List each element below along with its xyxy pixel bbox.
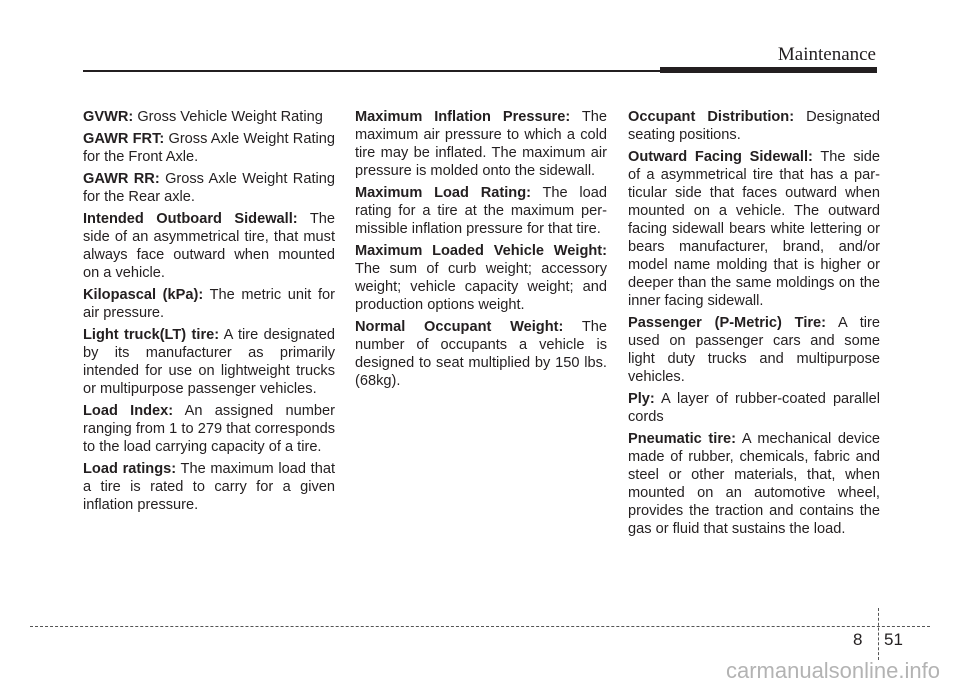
glossary-definition: The metric unit for air pressure.	[83, 287, 335, 321]
glossary-entry	[628, 148, 880, 310]
column-1	[83, 108, 335, 518]
glossary-entry	[628, 430, 880, 538]
glossary-entry	[628, 108, 880, 144]
footer-rule	[30, 626, 930, 627]
glossary-term: Ply:	[628, 391, 655, 407]
glossary-entry	[83, 326, 335, 398]
glossary-entry	[355, 318, 607, 390]
glossary-term: Intended Outboard Sidewall:	[83, 211, 298, 227]
glossary-term: Passenger (P-Metric) Tire:	[628, 315, 827, 331]
glossary-definition: A tire designated by its manufacturer as primarily intended for use on lightweight trucks or multipurpose passenger vehicles.	[83, 327, 335, 397]
chapter-number: 8	[853, 630, 863, 649]
glossary-definition: Gross Axle Weight Rating for the Front Axle.	[83, 131, 335, 165]
glossary-entry	[628, 390, 880, 426]
glossary-term: Maximum Loaded Vehicle Weight:	[355, 243, 607, 259]
glossary-definition: The side of an asymmetrical tire, that must always face outward when mounted on a vehicle.	[83, 211, 335, 281]
glossary-definition: An assigned number ranging from 1 to 279 that corresponds to the load carrying capacity of a tire.	[83, 403, 335, 455]
glossary-entry	[628, 314, 880, 386]
glossary-entry	[83, 130, 335, 166]
column-3	[628, 108, 880, 542]
glossary-entry	[83, 210, 335, 282]
glossary-definition: The side of a asymmetrical tire that has a particular side that faces outward when mounted on a vehicle. The outward facing sidewall bears white lettering or bears manufacturer, brand, and/or model name molding that is higher or deeper than the same moldings on the inner facing sidewall.	[628, 149, 880, 309]
glossary-term: Light truck(LT) tire:	[83, 327, 220, 343]
glossary-term: Load Index:	[83, 403, 174, 419]
glossary-term: Outward Facing Sidewall:	[628, 149, 813, 165]
glossary-definition: The number of occupants a vehicle is designed to seat multiplied by 150 lbs. (68kg).	[355, 319, 607, 389]
glossary-entry	[355, 242, 607, 314]
page-number: 51	[884, 630, 903, 649]
glossary-entry	[83, 108, 335, 126]
glossary-entry	[83, 286, 335, 322]
footer-divider	[878, 608, 879, 660]
column-2	[355, 108, 607, 394]
glossary-term: Maximum Load Rating:	[355, 185, 531, 201]
glossary-term: GAWR FRT:	[83, 131, 165, 147]
glossary-definition: The sum of curb weight; accessory weight; vehicle capacity weight; and production options weight.	[355, 261, 607, 313]
glossary-term: Kilopascal (kPa):	[83, 287, 204, 303]
glossary-entry	[83, 460, 335, 514]
glossary-term: GAWR RR:	[83, 171, 160, 187]
glossary-definition: A tire used on passenger cars and some light duty trucks and multipurpose vehicles.	[628, 315, 881, 385]
glossary-definition: Gross Vehicle Weight Rating	[137, 109, 323, 125]
glossary-definition: A mechanical device made of rubber, chemicals, fabric and steel or other materials, that, when mounted on an automotive wheel, provides the traction and contains the gas or fluid that sustains the load.	[628, 431, 881, 537]
glossary-term: GVWR:	[83, 109, 134, 125]
glossary-definition: The maximum load that a tire is rated to carry for a given inflation pressure.	[83, 461, 335, 513]
glossary-entry	[355, 184, 607, 238]
glossary-term: Pneumatic tire:	[628, 431, 736, 447]
glossary-term: Maximum Inflation Pressure:	[355, 109, 571, 125]
watermark: carmanualsonline.info	[725, 658, 940, 683]
glossary-term: Normal Occupant Weight:	[355, 319, 564, 335]
glossary-term: Occupant Distribution:	[628, 109, 795, 125]
glossary-term: Load ratings:	[83, 461, 177, 477]
header-rule-thick	[660, 67, 877, 73]
glossary-definition: Designated seating positions.	[628, 109, 880, 143]
header-rule	[83, 70, 660, 72]
glossary-definition: Gross Axle Weight Rating for the Rear axle.	[83, 171, 335, 205]
glossary-definition: A layer of rubber-coated parallel cords	[628, 391, 880, 425]
page-header-title: Maintenance	[777, 44, 876, 65]
glossary-entry	[83, 402, 335, 456]
glossary-entry	[83, 170, 335, 206]
glossary-definition: The load rating for a tire at the maximum permissible inflation pressure for that tire.	[355, 185, 607, 237]
glossary-definition: The maximum air pressure to which a cold tire may be inflated. The maximum air pressure is molded onto the sidewall.	[355, 109, 607, 179]
glossary-entry	[355, 108, 607, 180]
